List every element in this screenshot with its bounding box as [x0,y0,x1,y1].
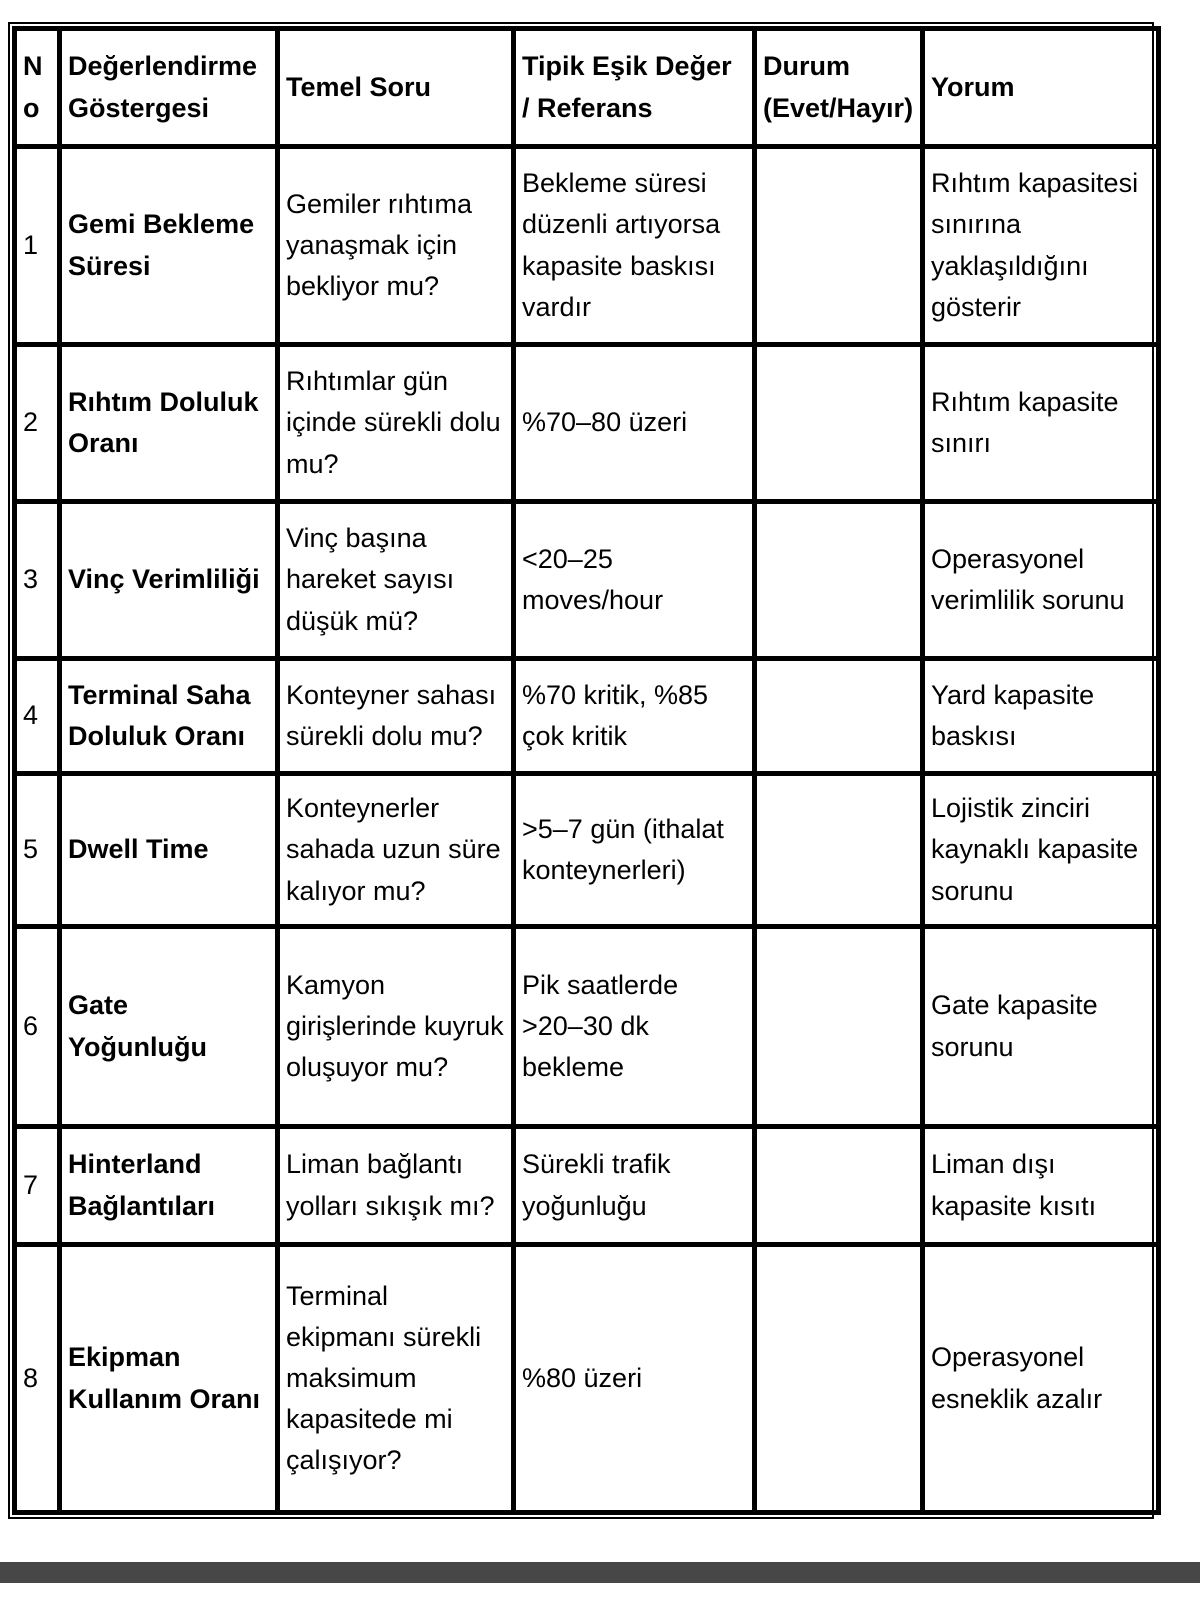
capacity-assessment-table [12,26,1161,1515]
status-cell [755,774,923,927]
threshold-cell: Bekleme süresi düzenli artıyorsa kapasite baskısı vardır [514,147,755,345]
status-cell [755,659,923,774]
threshold-cell: %70–80 üzeri [514,345,755,502]
col-header-comment: Yorum [923,29,1159,147]
table-row [15,1127,1159,1245]
col-header-status: Durum (Evet/Hayır) [755,29,923,147]
status-cell [755,345,923,502]
comment-cell: Gate kapasite sorunu [923,927,1159,1127]
threshold-cell: %80 üzeri [514,1245,755,1513]
header-row [15,29,1159,147]
indicator-name-cell: Terminal Saha Doluluk Oranı [60,659,278,774]
comment-cell: Operasyonel verimlilik sorunu [923,502,1159,659]
comment-cell: Yard kapasite baskısı [923,659,1159,774]
threshold-cell: Sürekli trafik yoğunluğu [514,1127,755,1245]
question-cell: Rıhtımlar gün içinde sürekli dolu mu? [278,345,514,502]
table-frame [8,22,1154,1519]
table-row [15,927,1159,1127]
row-number-cell: 2 [15,345,60,502]
comment-cell: Operasyonel esneklik azalır [923,1245,1159,1513]
status-cell [755,1245,923,1513]
bottom-page-edge-strip [0,1562,1200,1583]
question-cell: Konteyner sahası sürekli dolu mu? [278,659,514,774]
threshold-cell: %70 kritik, %85 çok kritik [514,659,755,774]
status-cell [755,1127,923,1245]
comment-cell: Lojistik zinciri kaynaklı kapasite sorunu [923,774,1159,927]
status-cell [755,502,923,659]
question-cell: Terminal ekipmanı sürekli maksimum kapasitede mi çalışıyor? [278,1245,514,1513]
indicator-name-cell: Vinç Verimliliği [60,502,278,659]
indicator-name-cell: Gemi Bekleme Süresi [60,147,278,345]
comment-cell: Rıhtım kapasitesi sınırına yaklaşıldığını gösterir [923,147,1159,345]
row-number-cell: 4 [15,659,60,774]
threshold-cell: Pik saatlerde >20–30 dk bekleme [514,927,755,1127]
col-header-indicator: Değerlendirme Göstergesi [60,29,278,147]
col-header-no: No [15,29,60,147]
row-number-cell: 5 [15,774,60,927]
row-number-cell: 6 [15,927,60,1127]
row-number-cell: 1 [15,147,60,345]
table-row [15,502,1159,659]
col-header-threshold: Tipik Eşik Değer / Referans [514,29,755,147]
indicator-name-cell: Ekipman Kullanım Oranı [60,1245,278,1513]
table-row [15,1245,1159,1513]
threshold-cell: >5–7 gün (ithalat konteynerleri) [514,774,755,927]
col-header-question: Temel Soru [278,29,514,147]
question-cell: Vinç başına hareket sayısı düşük mü? [278,502,514,659]
row-number-cell: 7 [15,1127,60,1245]
row-number-cell: 3 [15,502,60,659]
table-row [15,345,1159,502]
threshold-cell: <20–25 moves/hour [514,502,755,659]
question-cell: Kamyon girişlerinde kuyruk oluşuyor mu? [278,927,514,1127]
indicator-name-cell: Gate Yoğunluğu [60,927,278,1127]
row-number-cell: 8 [15,1245,60,1513]
comment-cell: Rıhtım kapasite sınırı [923,345,1159,502]
indicator-name-cell: Dwell Time [60,774,278,927]
status-cell [755,927,923,1127]
indicator-name-cell: Hinterland Bağlantıları [60,1127,278,1245]
table-row [15,659,1159,774]
question-cell: Liman bağlantı yolları sıkışık mı? [278,1127,514,1245]
indicator-name-cell: Rıhtım Doluluk Oranı [60,345,278,502]
table-row [15,147,1159,345]
table-row [15,774,1159,927]
question-cell: Konteynerler sahada uzun süre kalıyor mu? [278,774,514,927]
question-cell: Gemiler rıhtıma yanaşmak için bekliyor mu? [278,147,514,345]
status-cell [755,147,923,345]
comment-cell: Liman dışı kapasite kısıtı [923,1127,1159,1245]
